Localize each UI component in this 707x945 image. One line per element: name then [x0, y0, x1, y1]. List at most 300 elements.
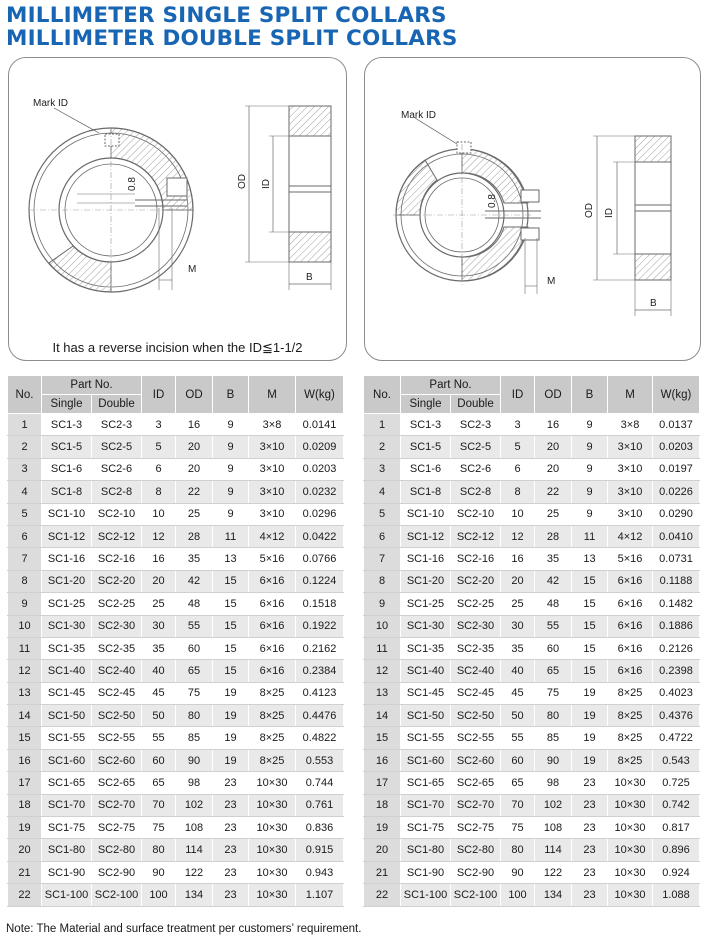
double-collar-side-view [593, 136, 671, 316]
cell-id: 45 [501, 682, 535, 704]
cell-weight: 0.4023 [653, 682, 700, 704]
single-collar-table-body [8, 414, 344, 907]
cell-single-part: SC1-70 [42, 794, 92, 816]
cell-id: 60 [501, 749, 535, 771]
cell-m: 10×30 [249, 772, 296, 794]
double-collar-drawing-panel [364, 57, 701, 361]
cell-id: 75 [501, 817, 535, 839]
table-row [8, 794, 344, 816]
table-row [8, 817, 344, 839]
left-dim-id-label: ID [261, 179, 272, 189]
cell-od: 25 [535, 503, 572, 525]
cell-m: 3×10 [249, 436, 296, 458]
cell-od: 60 [176, 637, 213, 659]
col-header-m: M [608, 376, 653, 414]
left-dim-08-label: 0.8 [127, 177, 138, 191]
right-dim-od-label: OD [584, 203, 595, 218]
cell-double-part: SC2-50 [451, 705, 501, 727]
cell-weight: 0.744 [296, 772, 344, 794]
cell-m: 3×10 [608, 481, 653, 503]
cell-m: 10×30 [608, 817, 653, 839]
cell-single-part: SC1-100 [42, 884, 92, 906]
cell-id: 3 [142, 414, 176, 436]
cell-id: 8 [142, 481, 176, 503]
cell-weight: 0.0141 [296, 414, 344, 436]
cell-single-part: SC1-65 [42, 772, 92, 794]
cell-double-part: SC2-16 [92, 548, 142, 570]
cell-single-part: SC1-8 [42, 481, 92, 503]
col-header-weight: W(kg) [653, 376, 700, 414]
cell-m: 8×25 [249, 749, 296, 771]
cell-b: 23 [213, 794, 249, 816]
cell-m: 5×16 [249, 548, 296, 570]
cell-weight: 0.836 [296, 817, 344, 839]
col-header-id: ID [142, 376, 176, 414]
cell-weight: 0.4376 [653, 705, 700, 727]
cell-no: 4 [8, 481, 42, 503]
table-row [364, 705, 700, 727]
left-dim-b-label: B [306, 272, 313, 283]
cell-weight: 0.896 [653, 839, 700, 861]
cell-b: 15 [213, 615, 249, 637]
cell-od: 60 [535, 637, 572, 659]
table-row [8, 458, 344, 480]
table-row [364, 772, 700, 794]
cell-no: 12 [8, 660, 42, 682]
cell-b: 9 [213, 414, 249, 436]
cell-weight: 0.943 [296, 861, 344, 883]
cell-od: 65 [176, 660, 213, 682]
cell-double-part: SC2-20 [451, 570, 501, 592]
cell-single-part: SC1-40 [42, 660, 92, 682]
cell-b: 9 [572, 481, 608, 503]
cell-single-part: SC1-12 [42, 525, 92, 547]
cell-id: 5 [501, 436, 535, 458]
cell-weight: 0.761 [296, 794, 344, 816]
cell-double-part: SC2-25 [92, 593, 142, 615]
col-header-id: ID [501, 376, 535, 414]
cell-weight: 0.725 [653, 772, 700, 794]
cell-no: 11 [8, 637, 42, 659]
reverse-incision-caption: It has a reverse incision when the ID≦1-1/2 [52, 340, 303, 355]
cell-id: 60 [142, 749, 176, 771]
cell-m: 8×25 [608, 705, 653, 727]
cell-double-part: SC2-50 [92, 705, 142, 727]
cell-b: 23 [213, 772, 249, 794]
cell-single-part: SC1-55 [42, 727, 92, 749]
cell-double-part: SC2-55 [451, 727, 501, 749]
col-header-od: OD [535, 376, 572, 414]
table-row [364, 884, 700, 906]
mark-id-leader [54, 108, 99, 133]
cell-weight: 0.742 [653, 794, 700, 816]
cell-m: 8×25 [608, 749, 653, 771]
cell-b: 15 [572, 593, 608, 615]
cell-no: 1 [8, 414, 42, 436]
cell-single-part: SC1-30 [42, 615, 92, 637]
cell-no: 18 [8, 794, 42, 816]
cell-double-part: SC2-5 [451, 436, 501, 458]
table-row [364, 525, 700, 547]
table-row [8, 615, 344, 637]
cell-id: 8 [501, 481, 535, 503]
cell-weight: 0.4822 [296, 727, 344, 749]
cell-single-part: SC1-90 [401, 861, 451, 883]
cell-weight: 0.4123 [296, 682, 344, 704]
double-collar-front-view [393, 142, 541, 294]
cell-double-part: SC2-70 [451, 794, 501, 816]
col-header-part-no: Part No. [42, 376, 142, 395]
table-row [8, 481, 344, 503]
cell-no: 15 [8, 727, 42, 749]
cell-m: 10×30 [249, 861, 296, 883]
cell-no: 20 [364, 839, 401, 861]
cell-double-part: SC2-6 [451, 458, 501, 480]
cell-id: 10 [501, 503, 535, 525]
table-row [8, 414, 344, 436]
col-header-b: B [572, 376, 608, 414]
cell-b: 19 [572, 749, 608, 771]
cell-b: 23 [213, 861, 249, 883]
table-row [8, 570, 344, 592]
cell-id: 40 [501, 660, 535, 682]
cell-od: 90 [176, 749, 213, 771]
cell-od: 102 [535, 794, 572, 816]
cell-id: 50 [142, 705, 176, 727]
col-header-no: No. [8, 376, 42, 414]
cell-weight: 0.1886 [653, 615, 700, 637]
cell-single-part: SC1-55 [401, 727, 451, 749]
cell-od: 108 [176, 817, 213, 839]
cell-m: 3×10 [608, 436, 653, 458]
table-row [8, 772, 344, 794]
cell-single-part: SC1-45 [42, 682, 92, 704]
cell-od: 122 [176, 861, 213, 883]
cell-single-part: SC1-70 [401, 794, 451, 816]
cell-id: 90 [142, 861, 176, 883]
cell-no: 8 [364, 570, 401, 592]
cell-od: 22 [176, 481, 213, 503]
cell-id: 25 [501, 593, 535, 615]
cell-no: 13 [8, 682, 42, 704]
cell-weight: 0.0410 [653, 525, 700, 547]
table-row [364, 570, 700, 592]
cell-od: 55 [535, 615, 572, 637]
cell-od: 35 [176, 548, 213, 570]
cell-double-part: SC2-8 [451, 481, 501, 503]
cell-no: 10 [364, 615, 401, 637]
cell-id: 6 [142, 458, 176, 480]
single-collar-drawing-panel [8, 57, 347, 361]
cell-weight: 0.924 [653, 861, 700, 883]
cell-id: 70 [501, 794, 535, 816]
cell-od: 75 [176, 682, 213, 704]
cell-id: 12 [142, 525, 176, 547]
cell-double-part: SC2-8 [92, 481, 142, 503]
cell-double-part: SC2-60 [92, 749, 142, 771]
cell-od: 28 [176, 525, 213, 547]
cell-b: 9 [213, 481, 249, 503]
cell-m: 6×16 [608, 637, 653, 659]
cell-weight: 0.2126 [653, 637, 700, 659]
table-row [364, 637, 700, 659]
table-row [364, 593, 700, 615]
cell-double-part: SC2-40 [451, 660, 501, 682]
cell-no: 12 [364, 660, 401, 682]
cell-od: 48 [535, 593, 572, 615]
cell-weight: 0.543 [653, 749, 700, 771]
cell-b: 15 [572, 660, 608, 682]
cell-double-part: SC2-100 [92, 884, 142, 906]
cell-od: 42 [176, 570, 213, 592]
cell-double-part: SC2-16 [451, 548, 501, 570]
cell-id: 90 [501, 861, 535, 883]
cell-m: 3×8 [608, 414, 653, 436]
cell-m: 6×16 [608, 660, 653, 682]
cell-single-part: SC1-16 [42, 548, 92, 570]
cell-m: 10×30 [249, 884, 296, 906]
cell-m: 8×25 [608, 727, 653, 749]
cell-no: 6 [8, 525, 42, 547]
cell-single-part: SC1-50 [401, 705, 451, 727]
cell-double-part: SC2-75 [451, 817, 501, 839]
table-row [364, 839, 700, 861]
cell-od: 20 [535, 458, 572, 480]
cell-b: 23 [572, 794, 608, 816]
cell-double-part: SC2-35 [92, 637, 142, 659]
cell-weight: 0.1922 [296, 615, 344, 637]
cell-weight: 0.1518 [296, 593, 344, 615]
cell-double-part: SC2-12 [451, 525, 501, 547]
table-row [8, 727, 344, 749]
col-header-double: Double [451, 395, 501, 414]
cell-od: 80 [176, 705, 213, 727]
table-row [8, 436, 344, 458]
cell-b: 19 [213, 749, 249, 771]
cell-double-part: SC2-65 [92, 772, 142, 794]
cell-no: 17 [364, 772, 401, 794]
cell-b: 19 [213, 727, 249, 749]
collar-side-view [245, 106, 331, 290]
cell-weight: 0.0209 [296, 436, 344, 458]
cell-m: 6×16 [608, 593, 653, 615]
cell-b: 11 [572, 525, 608, 547]
cell-m: 10×30 [249, 839, 296, 861]
cell-m: 6×16 [249, 637, 296, 659]
cell-double-part: SC2-30 [451, 615, 501, 637]
cell-weight: 0.1188 [653, 570, 700, 592]
cell-weight: 0.0731 [653, 548, 700, 570]
cell-id: 45 [142, 682, 176, 704]
cell-no: 18 [364, 794, 401, 816]
cell-id: 25 [142, 593, 176, 615]
cell-b: 19 [213, 705, 249, 727]
cell-double-part: SC2-45 [92, 682, 142, 704]
col-header-part-no: Part No. [401, 376, 501, 395]
cell-single-part: SC1-10 [401, 503, 451, 525]
cell-no: 13 [364, 682, 401, 704]
col-header-m: M [249, 376, 296, 414]
cell-od: 20 [176, 436, 213, 458]
cell-m: 6×16 [249, 593, 296, 615]
cell-id: 5 [142, 436, 176, 458]
table-row [364, 436, 700, 458]
cell-od: 55 [176, 615, 213, 637]
cell-double-part: SC2-45 [451, 682, 501, 704]
cell-weight: 1.107 [296, 884, 344, 906]
cell-id: 3 [501, 414, 535, 436]
cell-b: 9 [572, 503, 608, 525]
table-row [8, 861, 344, 883]
collar-front-view [29, 128, 193, 292]
cell-b: 15 [572, 615, 608, 637]
table-row [8, 548, 344, 570]
cell-od: 98 [535, 772, 572, 794]
cell-double-part: SC2-25 [451, 593, 501, 615]
cell-single-part: SC1-80 [401, 839, 451, 861]
cell-double-part: SC2-75 [92, 817, 142, 839]
cell-od: 16 [535, 414, 572, 436]
cell-od: 25 [176, 503, 213, 525]
col-header-double: Double [92, 395, 142, 414]
cell-single-part: SC1-35 [42, 637, 92, 659]
cell-od: 108 [535, 817, 572, 839]
cell-weight: 0.817 [653, 817, 700, 839]
cell-m: 4×12 [608, 525, 653, 547]
cell-m: 3×10 [249, 503, 296, 525]
table-row [8, 884, 344, 906]
cell-single-part: SC1-16 [401, 548, 451, 570]
table-row [364, 861, 700, 883]
right-dim-08-label: 0.8 [487, 194, 498, 208]
cell-m: 5×16 [608, 548, 653, 570]
cell-no: 6 [364, 525, 401, 547]
single-collar-drawing [9, 58, 346, 360]
cell-b: 13 [572, 548, 608, 570]
cell-m: 8×25 [249, 705, 296, 727]
cell-m: 10×30 [608, 772, 653, 794]
cell-double-part: SC2-100 [451, 884, 501, 906]
cell-single-part: SC1-20 [401, 570, 451, 592]
cell-id: 20 [501, 570, 535, 592]
table-row [8, 660, 344, 682]
table-row [364, 615, 700, 637]
cell-no: 19 [364, 817, 401, 839]
cell-m: 4×12 [249, 525, 296, 547]
cell-double-part: SC2-3 [92, 414, 142, 436]
cell-od: 28 [535, 525, 572, 547]
cell-single-part: SC1-60 [401, 749, 451, 771]
cell-no: 5 [8, 503, 42, 525]
cell-weight: 0.0290 [653, 503, 700, 525]
col-header-no: No. [364, 376, 401, 414]
cell-b: 15 [572, 570, 608, 592]
cell-single-part: SC1-25 [42, 593, 92, 615]
cell-single-part: SC1-20 [42, 570, 92, 592]
cell-no: 21 [364, 861, 401, 883]
cell-b: 19 [572, 727, 608, 749]
cell-od: 134 [176, 884, 213, 906]
cell-id: 6 [501, 458, 535, 480]
cell-m: 10×30 [249, 794, 296, 816]
cell-b: 23 [572, 839, 608, 861]
cell-od: 122 [535, 861, 572, 883]
cell-id: 100 [142, 884, 176, 906]
cell-od: 90 [535, 749, 572, 771]
cell-no: 7 [364, 548, 401, 570]
cell-single-part: SC1-100 [401, 884, 451, 906]
cell-m: 3×10 [249, 458, 296, 480]
table-row [364, 548, 700, 570]
cell-b: 9 [213, 458, 249, 480]
cell-id: 75 [142, 817, 176, 839]
cell-id: 16 [142, 548, 176, 570]
cell-single-part: SC1-8 [401, 481, 451, 503]
cell-id: 65 [501, 772, 535, 794]
cell-b: 23 [572, 772, 608, 794]
right-dim-m-label: M [547, 276, 556, 287]
cell-single-part: SC1-3 [401, 414, 451, 436]
cell-id: 16 [501, 548, 535, 570]
cell-single-part: SC1-50 [42, 705, 92, 727]
table-row [8, 682, 344, 704]
cell-b: 23 [213, 817, 249, 839]
cell-no: 22 [8, 884, 42, 906]
cell-double-part: SC2-60 [451, 749, 501, 771]
cell-no: 17 [8, 772, 42, 794]
cell-m: 10×30 [608, 794, 653, 816]
cell-b: 15 [213, 660, 249, 682]
left-mark-id-label: Mark ID [33, 98, 68, 109]
double-collar-table-body [364, 414, 700, 907]
cell-weight: 0.553 [296, 749, 344, 771]
right-mark-id-label: Mark ID [401, 110, 436, 121]
left-dim-m-label: M [188, 264, 197, 275]
title-single: MILLIMETER SINGLE SPLIT COLLARS [6, 3, 447, 28]
table-row [364, 794, 700, 816]
cell-od: 65 [535, 660, 572, 682]
cell-m: 8×25 [249, 727, 296, 749]
cell-m: 8×25 [608, 682, 653, 704]
cell-weight: 0.2398 [653, 660, 700, 682]
cell-od: 102 [176, 794, 213, 816]
cell-double-part: SC2-6 [92, 458, 142, 480]
cell-weight: 0.0137 [653, 414, 700, 436]
cell-id: 80 [501, 839, 535, 861]
cell-od: 48 [176, 593, 213, 615]
cell-weight: 1.088 [653, 884, 700, 906]
table-row [8, 705, 344, 727]
cell-b: 19 [572, 682, 608, 704]
cell-m: 10×30 [608, 884, 653, 906]
cell-b: 23 [572, 884, 608, 906]
cell-m: 10×30 [608, 861, 653, 883]
cell-b: 19 [213, 682, 249, 704]
cell-id: 55 [501, 727, 535, 749]
col-header-od: OD [176, 376, 213, 414]
table-row [364, 660, 700, 682]
cell-b: 9 [572, 414, 608, 436]
cell-id: 65 [142, 772, 176, 794]
cell-double-part: SC2-65 [451, 772, 501, 794]
cell-b: 9 [213, 436, 249, 458]
cell-single-part: SC1-10 [42, 503, 92, 525]
cell-od: 16 [176, 414, 213, 436]
cell-od: 114 [176, 839, 213, 861]
cell-double-part: SC2-80 [92, 839, 142, 861]
cell-no: 8 [8, 570, 42, 592]
cell-double-part: SC2-90 [451, 861, 501, 883]
